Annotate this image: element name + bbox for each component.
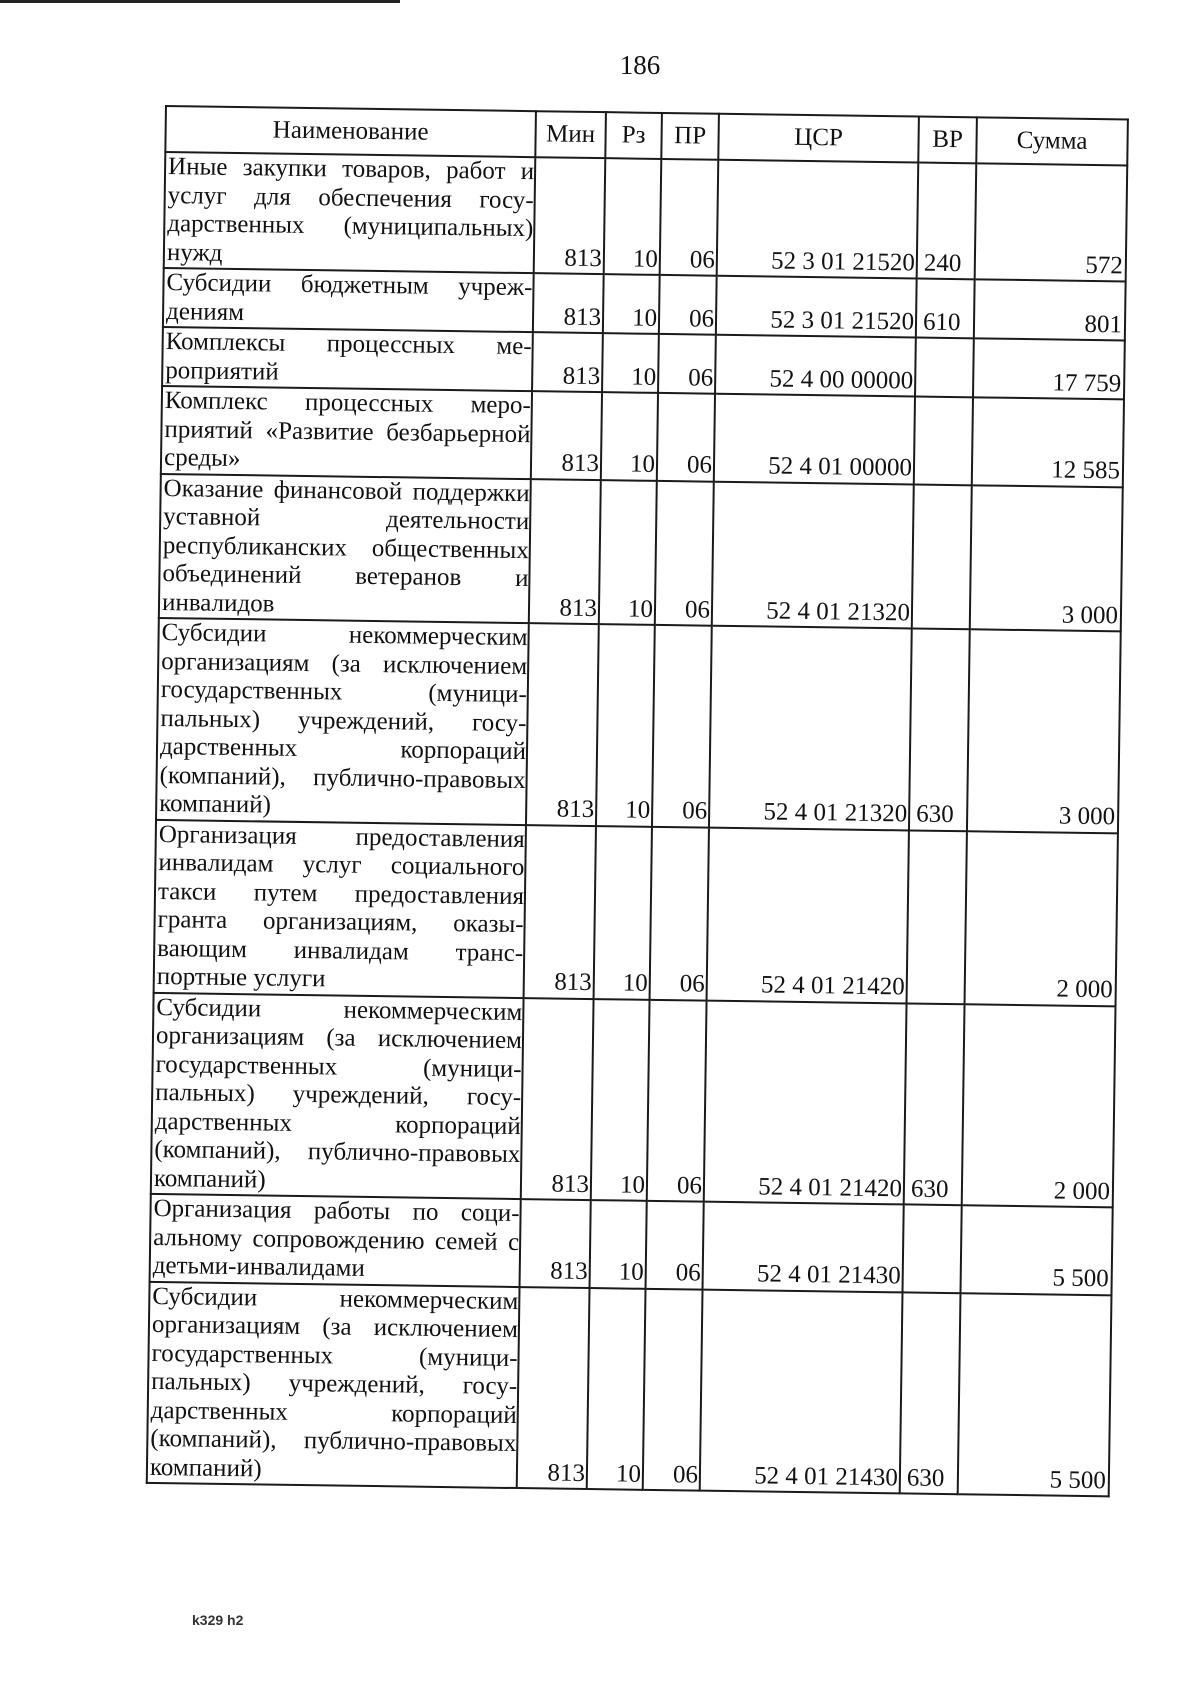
row-rz: 10 [591, 999, 650, 1201]
row-rz: 10 [587, 1288, 646, 1490]
row-csr: 52 4 00 00000 [715, 335, 916, 397]
table-row [159, 473, 1123, 631]
row-pr: 06 [658, 334, 716, 394]
row-csr: 52 4 01 00000 [714, 394, 915, 484]
row-pr: 06 [643, 1288, 703, 1490]
row-name: Организация предоставления инвалидам услуг социального такси путем предоставления гранта организациям, оказывающим инвалидам транспортные услуги [154, 819, 526, 997]
row-rz: 10 [601, 392, 658, 480]
row-name: Субсидии некоммерческим организациям (за исключением государственных (муниципальных) учреждений, государственных корпораций (компаний), публично-правовых компаний) [147, 1281, 520, 1488]
row-pr: 06 [652, 625, 712, 827]
row-min: 813 [532, 332, 603, 392]
table-row [154, 819, 1118, 1005]
row-pr: 06 [660, 159, 719, 276]
table-row [164, 152, 1128, 281]
row-csr: 52 4 01 21320 [712, 481, 914, 628]
table-row [156, 618, 1121, 833]
row-min: 813 [520, 1199, 591, 1287]
row-vr [907, 830, 967, 1004]
row-min: 813 [517, 1287, 590, 1489]
row-vr: 630 [904, 1003, 965, 1205]
row-csr: 52 3 01 21520 [716, 276, 917, 338]
row-name: Иные закупки товаров, работ и услуг для обеспечения государственных (муниципальных) нужд [164, 152, 536, 273]
row-csr: 52 4 01 21420 [707, 827, 909, 1003]
header-rz: Рз [605, 112, 662, 159]
header-pr: ПР [661, 113, 719, 160]
row-min: 813 [533, 273, 604, 333]
row-vr [912, 484, 972, 629]
row-rz: 10 [604, 158, 662, 275]
row-sum: 5 500 [958, 1293, 1112, 1497]
row-pr: 06 [657, 393, 715, 481]
row-pr: 06 [659, 275, 717, 335]
row-name: Субсидии некоммерческим организациям (за исключением государственных (муниципальных) учреждений, государственных корпораций (компаний), публично-правовых компаний) [156, 618, 529, 825]
row-sum: 572 [975, 163, 1128, 281]
row-min: 813 [521, 998, 594, 1200]
table-row [147, 1281, 1112, 1496]
row-min: 813 [526, 623, 599, 825]
row-name: Организация работы по социальному сопровождению семей с детьми-инвалидами [150, 1194, 521, 1287]
row-sum: 5 500 [960, 1205, 1112, 1295]
header-sum: Сумма [976, 117, 1128, 165]
row-sum: 2 000 [962, 1004, 1116, 1208]
row-name: Комплекс процессных мероприятий «Развитие безбарьерной среды» [161, 386, 532, 479]
row-csr: 52 4 01 21430 [703, 1202, 904, 1292]
row-csr: 52 3 01 21520 [717, 160, 919, 279]
row-name: Субсидии некоммерческим организациям (за исключением государственных (муниципальных) учреждений, государственных корпораций (компаний), публично-правовых компаний) [151, 992, 524, 1199]
header-csr: ЦСР [718, 114, 919, 163]
row-sum: 3 000 [970, 485, 1123, 632]
header-vr: ВР [918, 117, 977, 164]
row-min: 813 [529, 479, 601, 624]
header-min: Мин [535, 111, 606, 158]
row-sum: 2 000 [965, 831, 1118, 1006]
row-rz: 10 [599, 480, 657, 625]
row-min: 813 [531, 391, 602, 479]
scan-top-rule [0, 0, 400, 3]
table-row [150, 1194, 1113, 1295]
row-name: Оказание финансовой поддержки уставной деятельности республиканских общественных объединений ветеранов и инвалидов [159, 473, 531, 623]
row-rz: 10 [594, 826, 652, 1000]
row-pr: 06 [647, 999, 707, 1201]
row-vr: 610 [916, 279, 975, 339]
table-row [161, 386, 1124, 487]
row-csr: 52 4 01 21430 [700, 1289, 903, 1493]
row-sum: 12 585 [972, 397, 1124, 487]
row-rz: 10 [603, 274, 660, 334]
row-vr [903, 1204, 962, 1292]
row-name: Комплексы процессных мероприятий [162, 327, 533, 391]
row-pr: 06 [650, 826, 709, 1000]
row-rz: 10 [596, 624, 655, 826]
row-name: Субсидии бюджетным учреждениям [163, 268, 534, 332]
row-min: 813 [534, 157, 606, 274]
row-rz: 10 [590, 1200, 647, 1288]
row-sum: 3 000 [967, 629, 1121, 833]
row-rz: 10 [602, 333, 659, 393]
footer-code: k329 h2 [192, 1612, 244, 1628]
row-vr [914, 397, 973, 485]
row-sum: 801 [974, 279, 1126, 340]
row-pr: 06 [646, 1201, 704, 1289]
row-csr: 52 4 01 21320 [709, 626, 912, 830]
table-row [151, 992, 1116, 1207]
row-csr: 52 4 01 21420 [704, 1000, 907, 1204]
budget-table [146, 105, 1129, 1497]
row-vr [915, 338, 974, 398]
row-vr: 630 [909, 628, 970, 830]
row-vr: 630 [900, 1292, 961, 1494]
row-min: 813 [524, 825, 596, 999]
row-pr: 06 [655, 480, 714, 625]
row-sum: 17 759 [973, 338, 1125, 399]
page-number: 186 [619, 50, 661, 80]
header-name: Наименование [165, 106, 536, 157]
row-vr: 240 [917, 163, 977, 280]
